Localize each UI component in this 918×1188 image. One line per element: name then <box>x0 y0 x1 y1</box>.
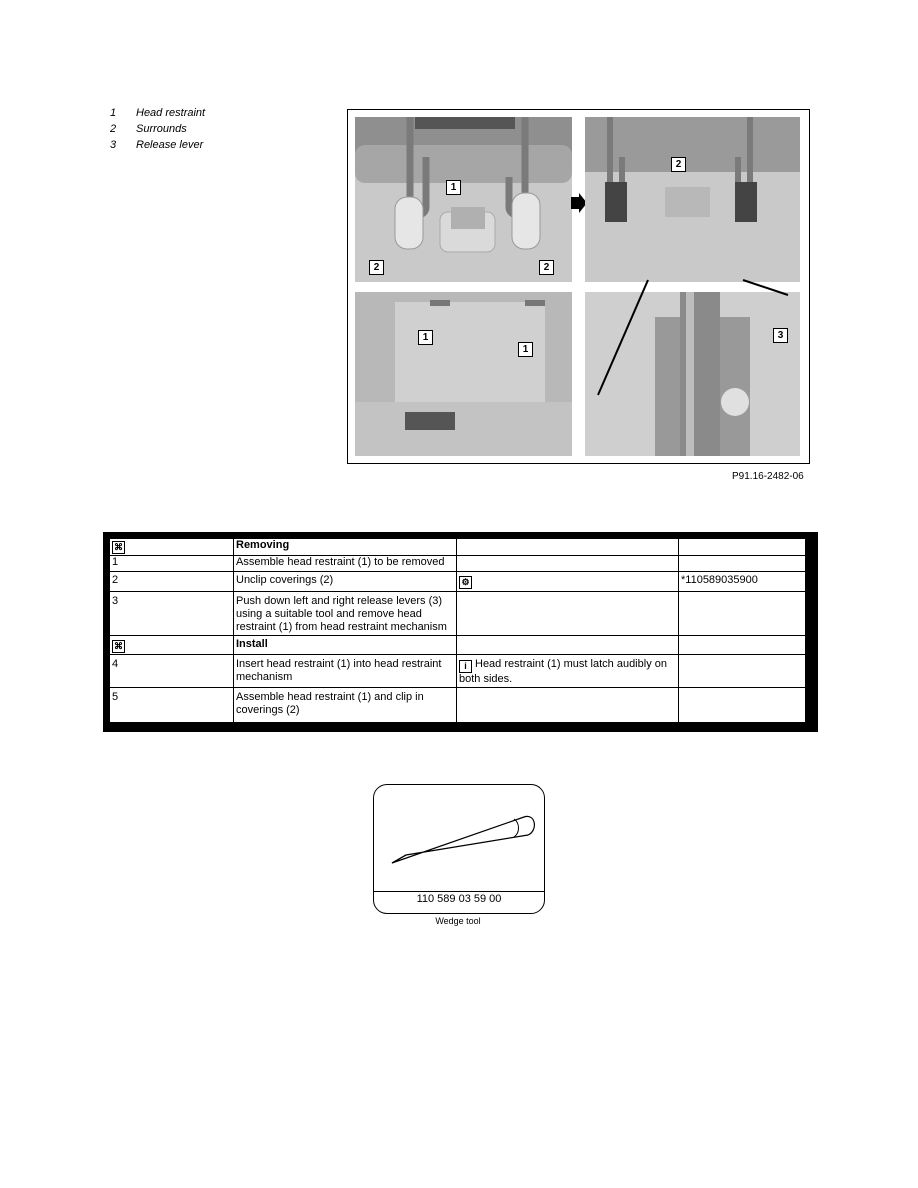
table-cell <box>457 539 678 555</box>
table-cell <box>679 592 805 635</box>
callout-1: 1 <box>518 342 533 357</box>
step-number: 2 <box>110 572 233 591</box>
callout-1: 1 <box>446 180 461 195</box>
procedure-figure <box>347 109 810 464</box>
info-icon: i <box>459 660 472 673</box>
legend-item: 2 Surrounds <box>110 123 187 135</box>
wedge-tool-drawing <box>386 811 536 871</box>
table-cell <box>679 539 805 555</box>
table-cell <box>457 556 678 571</box>
tool-icon-cell <box>457 572 678 591</box>
table-cell <box>679 688 805 722</box>
step-number: 1 <box>110 556 233 571</box>
tool-caption: Wedge tool <box>435 916 481 926</box>
table-cell <box>679 655 805 687</box>
step-text: Push down left and right release levers (3) using a suitable tool and remove head restraint (1) from head restraint mechanism <box>234 592 456 635</box>
procedure-icon: ⌘ <box>114 542 123 552</box>
section-header-removing: Removing <box>234 539 456 555</box>
divider <box>374 891 544 892</box>
table-cell <box>457 688 678 722</box>
connector-lines <box>348 110 809 463</box>
note-cell: i Head restraint (1) must latch audibly on both sides. <box>457 655 678 687</box>
step-text: Assemble head restraint (1) to be removed <box>234 556 456 571</box>
step-number: 5 <box>110 688 233 722</box>
step-text: Insert head restraint (1) into head restraint mechanism <box>234 655 456 687</box>
table-cell <box>457 592 678 635</box>
tool-part-number: *110589035900 <box>679 572 805 591</box>
legend-item: 3 Release lever <box>110 139 204 151</box>
legend <box>110 107 205 155</box>
callout-1: 1 <box>418 330 433 345</box>
callout-2: 2 <box>539 260 554 275</box>
step-number: 3 <box>110 592 233 635</box>
step-text: Assemble head restraint (1) and clip in coverings (2) <box>234 688 456 722</box>
tool-icon: ⚙ <box>459 576 472 589</box>
figure-code: P91.16-2482-06 <box>732 471 804 482</box>
callout-2: 2 <box>369 260 384 275</box>
steps-table <box>103 532 818 732</box>
removing-icon-cell <box>110 539 233 555</box>
step-text: Unclip coverings (2) <box>234 572 456 591</box>
table-cell <box>679 556 805 571</box>
section-header-install: Install <box>234 636 456 654</box>
table-cell <box>457 636 678 654</box>
step-number: 4 <box>110 655 233 687</box>
legend-item: 1 Head restraint <box>110 107 206 119</box>
callout-3: 3 <box>773 328 788 343</box>
procedure-icon: ⌘ <box>114 641 123 651</box>
table-cell <box>679 636 805 654</box>
callout-2: 2 <box>671 157 686 172</box>
wedge-tool-card <box>373 784 545 914</box>
install-icon-cell <box>110 636 233 654</box>
tool-number: 110 589 03 59 00 <box>416 893 502 905</box>
